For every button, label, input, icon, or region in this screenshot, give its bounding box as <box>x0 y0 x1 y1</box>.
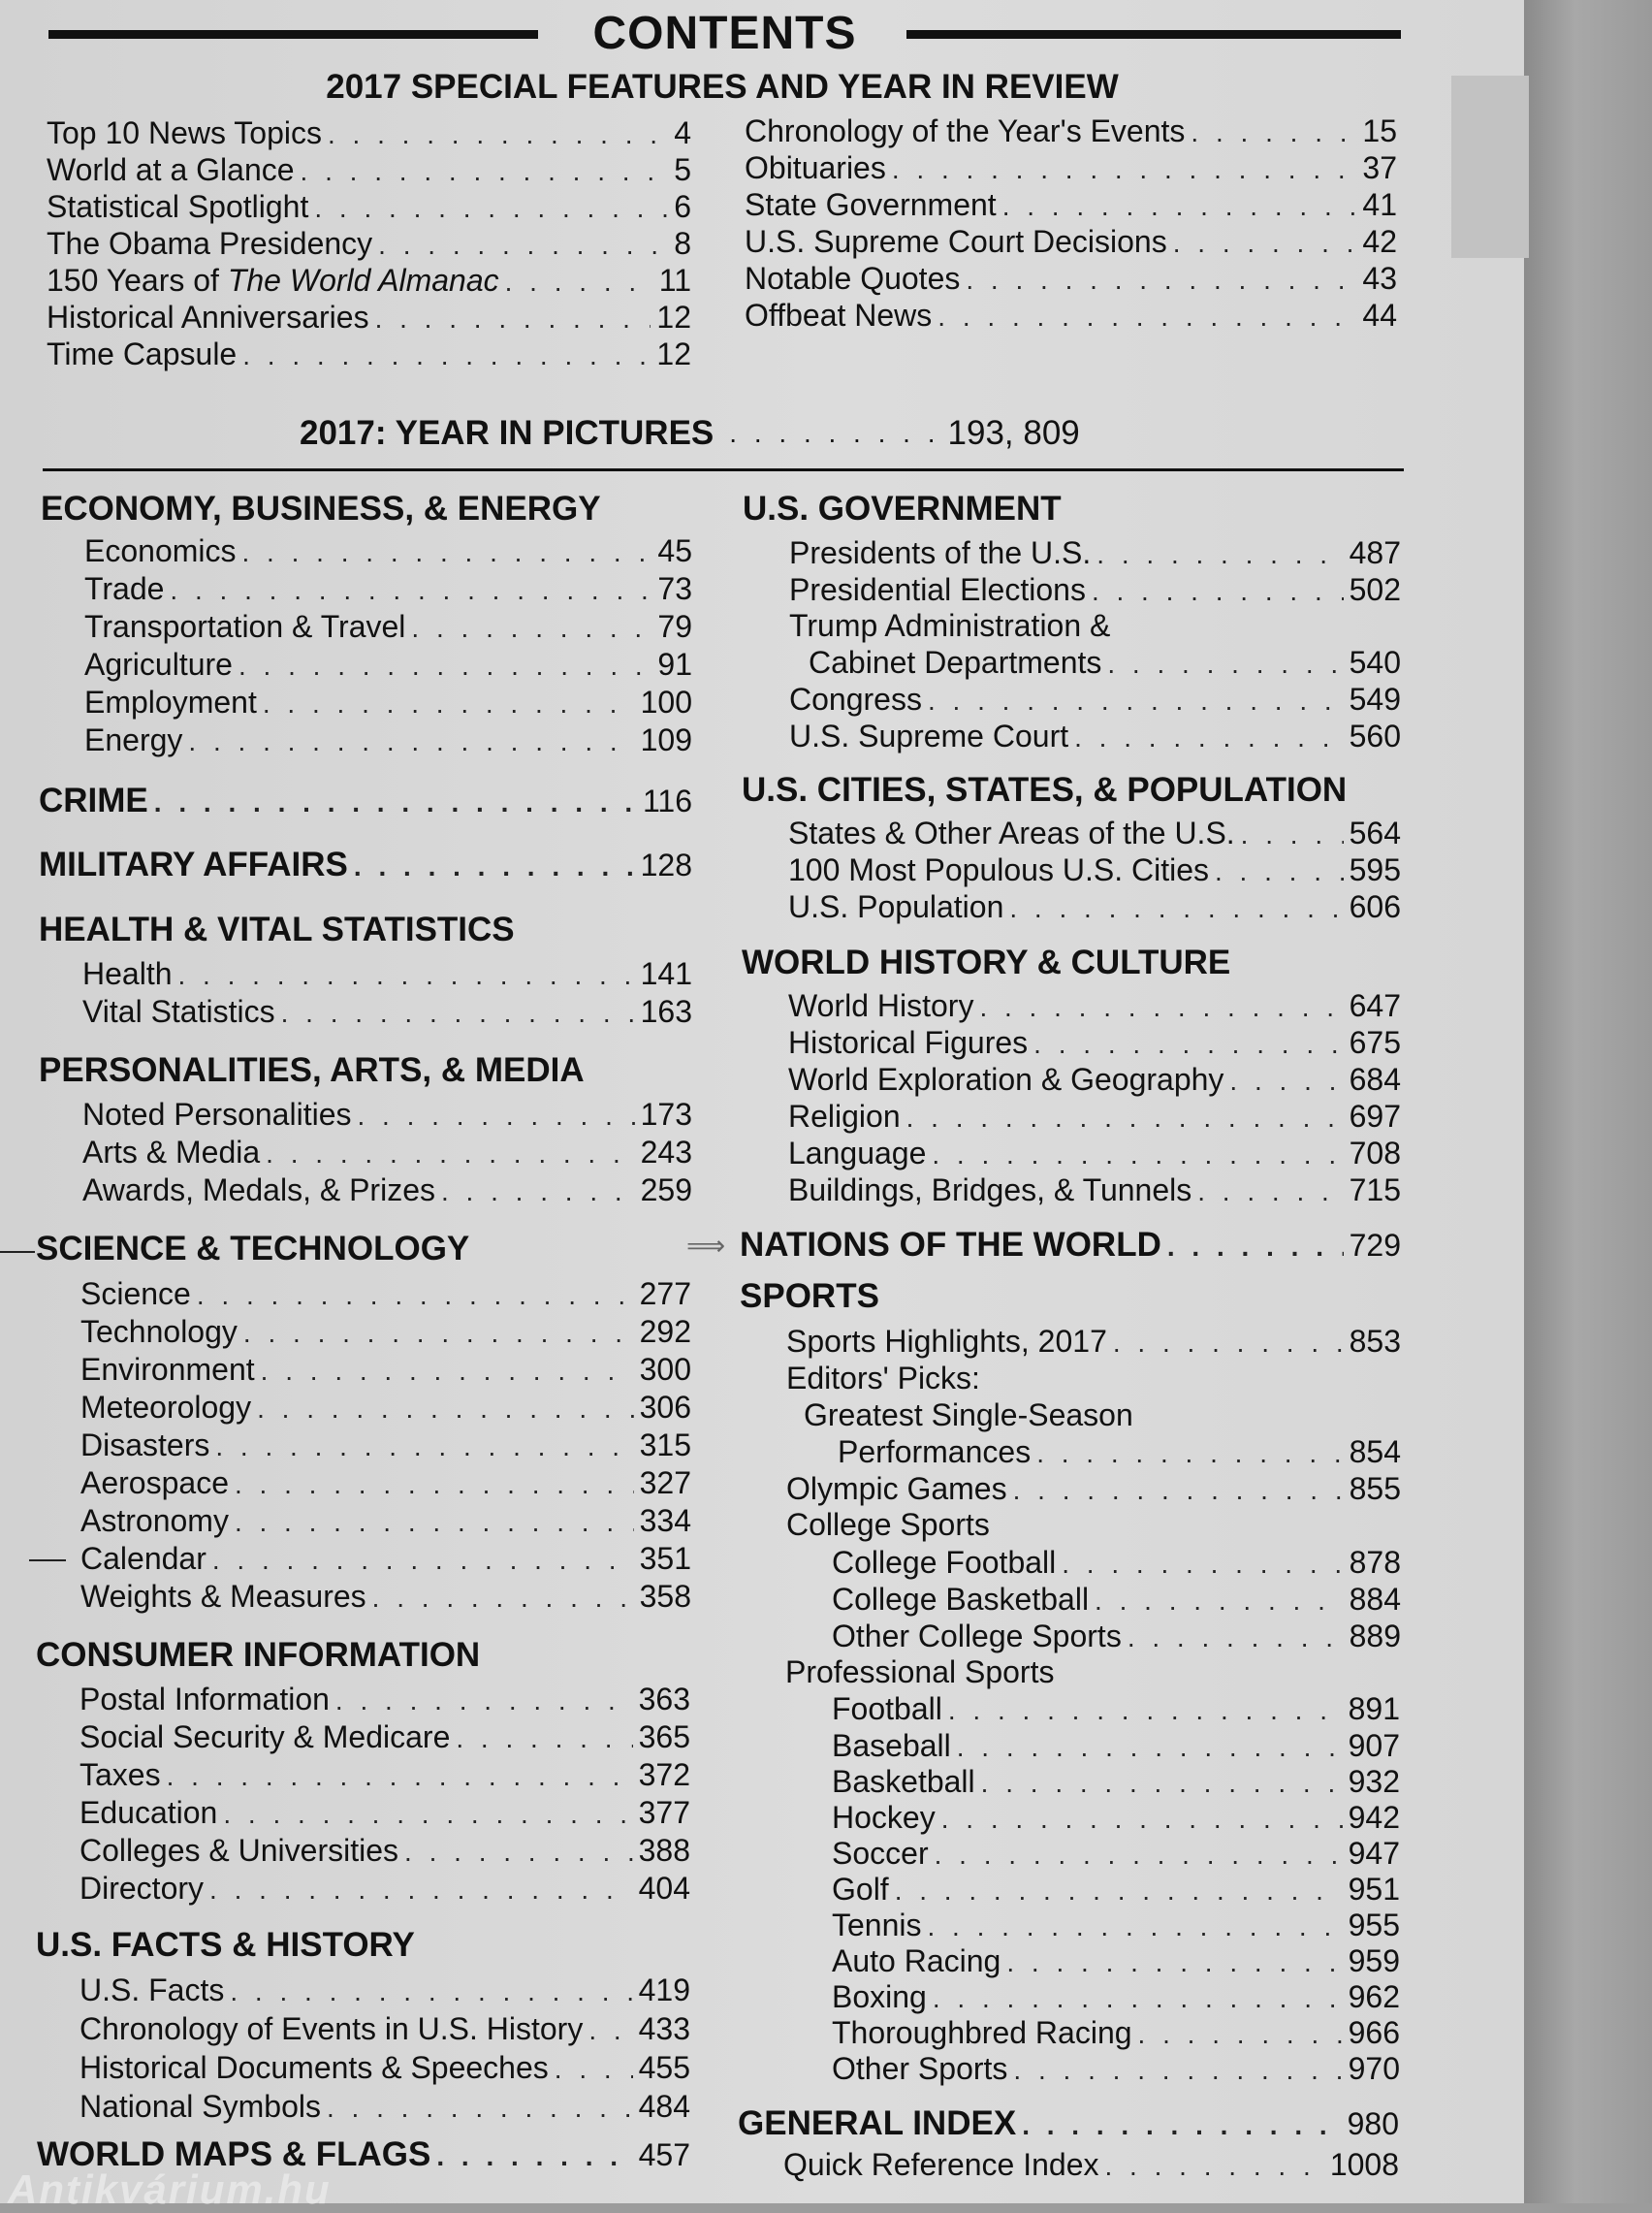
toc-entry[interactable]: Historical Documents & Speeches . . . 455 <box>79 2049 690 2086</box>
section-heading-sports[interactable]: SPORTS <box>740 1277 879 1315</box>
toc-entry[interactable]: Football . . . 891 <box>832 1690 1400 1727</box>
toc-entry[interactable]: Science . . . 277 <box>80 1275 691 1312</box>
section-heading-economy[interactable]: ECONOMY, BUSINESS, & ENERGY <box>41 490 601 528</box>
toc-entry[interactable]: Vital Statistics . . . 163 <box>82 993 692 1030</box>
toc-entry[interactable]: Employment . . . 100 <box>84 684 692 721</box>
toc-entry[interactable]: Social Security & Medicare . . . 365 <box>79 1718 690 1755</box>
toc-subheading[interactable]: Editors' Picks: <box>786 1361 980 1395</box>
toc-entry[interactable]: U.S. Facts . . . 419 <box>79 1972 690 2008</box>
toc-entry[interactable]: Statistical Spotlight . . . 6 <box>47 188 691 225</box>
toc-subheading[interactable]: Professional Sports <box>785 1654 1055 1689</box>
pencil-mark <box>0 1251 35 1253</box>
section-heading-science[interactable]: SCIENCE & TECHNOLOGY <box>36 1230 470 1267</box>
page-edge-shadow <box>1451 76 1529 258</box>
toc-entry[interactable]: Sports Highlights, 2017 . . . 853 <box>786 1323 1401 1360</box>
toc-entry[interactable]: Top 10 News Topics . . . 4 <box>47 114 691 151</box>
section-heading-world-maps[interactable]: WORLD MAPS & FLAGS . . . 457 <box>37 2136 690 2173</box>
toc-entry[interactable]: Energy . . . 109 <box>84 722 692 758</box>
toc-entry[interactable]: Boxing . . . 962 <box>832 1978 1400 2015</box>
toc-entry[interactable]: Directory . . . 404 <box>79 1870 690 1907</box>
toc-entry[interactable]: Cabinet Departments . . . 540 <box>809 644 1401 681</box>
toc-entry[interactable]: World Exploration & Geography . . . 684 <box>788 1061 1401 1098</box>
toc-entry[interactable]: Obituaries . . . 37 <box>745 149 1397 186</box>
toc-entry[interactable]: Notable Quotes . . . 43 <box>745 260 1397 297</box>
section-heading-health[interactable]: HEALTH & VITAL STATISTICS <box>39 911 515 948</box>
pencil-mark <box>29 1559 66 1561</box>
section-heading-general-index[interactable]: GENERAL INDEX . . . 980 <box>738 2105 1399 2142</box>
toc-entry[interactable]: Other College Sports . . . 889 <box>832 1618 1401 1654</box>
toc-entry[interactable]: College Basketball . . . 884 <box>832 1581 1401 1618</box>
contents-title-row <box>48 10 1401 58</box>
toc-entry[interactable]: Taxes . . . 372 <box>79 1756 690 1793</box>
toc-subheading[interactable]: Trump Administration & <box>789 608 1111 643</box>
toc-subheading[interactable]: Greatest Single-Season <box>804 1397 1133 1432</box>
toc-entry[interactable]: College Football . . . 878 <box>832 1544 1401 1581</box>
watermark: Antikvárium.hu <box>8 2166 332 2212</box>
toc-entry[interactable]: Transportation & Travel . . . 79 <box>84 608 692 645</box>
toc-entry[interactable]: Language . . . 708 <box>788 1135 1401 1171</box>
toc-entry[interactable]: Auto Racing . . . 959 <box>832 1942 1400 1979</box>
toc-entry[interactable]: Weights & Measures . . . 358 <box>80 1578 691 1615</box>
toc-entry[interactable]: Chronology of the Year's Events . . . 15 <box>745 112 1397 149</box>
toc-entry[interactable]: Offbeat News . . . 44 <box>745 297 1397 334</box>
section-heading-us-government[interactable]: U.S. GOVERNMENT <box>743 490 1062 528</box>
toc-entry[interactable]: Postal Information . . . 363 <box>79 1681 690 1717</box>
toc-entry[interactable]: Basketball . . . 932 <box>832 1763 1400 1800</box>
toc-entry[interactable]: Colleges & Universities . . . 388 <box>79 1832 690 1869</box>
toc-entry[interactable]: Environment . . . 300 <box>80 1351 691 1388</box>
toc-entry[interactable]: Tennis . . . 955 <box>832 1907 1400 1943</box>
toc-entry[interactable]: Trade . . . 73 <box>84 570 692 607</box>
toc-entry[interactable]: Arts & Media . . . 243 <box>82 1134 692 1171</box>
toc-entry[interactable]: Baseball . . . 907 <box>832 1727 1400 1764</box>
toc-entry[interactable]: Thoroughbred Racing . . . 966 <box>832 2014 1400 2051</box>
toc-entry[interactable]: U.S. Supreme Court . . . 560 <box>789 718 1401 754</box>
toc-entry[interactable]: Noted Personalities . . . 173 <box>82 1096 692 1133</box>
toc-entry[interactable]: Religion . . . 697 <box>788 1098 1401 1135</box>
page-edge <box>1524 0 1652 2203</box>
toc-entry[interactable]: States & Other Areas of the U.S. . . . 564 <box>788 815 1401 851</box>
toc-entry[interactable]: National Symbols . . . 484 <box>79 2088 690 2125</box>
toc-entry[interactable]: Aerospace . . . 327 <box>80 1464 691 1501</box>
toc-entry[interactable]: Quick Reference Index . . . 1008 <box>783 2146 1399 2183</box>
toc-entry[interactable]: Chronology of Events in U.S. History . . . 433 <box>79 2010 690 2047</box>
toc-entry[interactable]: Hockey . . . 942 <box>832 1799 1400 1836</box>
toc-entry[interactable]: Buildings, Bridges, & Tunnels . . . 715 <box>788 1171 1401 1208</box>
section-heading-us-cities[interactable]: U.S. CITIES, STATES, & POPULATION <box>742 771 1348 809</box>
toc-entry[interactable]: 100 Most Populous U.S. Cities . . . 595 <box>788 851 1401 888</box>
toc-subheading[interactable]: College Sports <box>786 1507 990 1542</box>
section-divider <box>43 468 1404 471</box>
toc-entry[interactable]: World History . . . 647 <box>788 987 1401 1024</box>
toc-entry[interactable]: Technology . . . 292 <box>80 1313 691 1350</box>
toc-entry[interactable]: Olympic Games . . . 855 <box>786 1470 1401 1507</box>
toc-entry[interactable]: Golf . . . 951 <box>832 1871 1400 1908</box>
section-heading-us-facts[interactable]: U.S. FACTS & HISTORY <box>36 1926 415 1964</box>
toc-entry[interactable]: Time Capsule . . . 12 <box>47 336 691 372</box>
toc-entry[interactable]: Congress . . . 549 <box>789 681 1401 718</box>
toc-entry[interactable]: Presidential Elections . . . 502 <box>789 571 1401 608</box>
toc-entry[interactable]: Economics . . . 45 <box>84 532 692 569</box>
toc-entry[interactable]: Other Sports . . . 970 <box>832 2050 1400 2087</box>
toc-entry[interactable]: World at a Glance . . . 5 <box>47 151 691 188</box>
toc-entry[interactable]: Disasters . . . 315 <box>80 1427 691 1463</box>
page-title: CONTENTS <box>592 8 857 59</box>
toc-entry[interactable]: Astronomy . . . 334 <box>80 1502 691 1539</box>
section-heading-military[interactable]: MILITARY AFFAIRS . . . 128 <box>39 847 692 883</box>
toc-entry[interactable]: 150 Years of The World Almanac . . . 11 <box>47 262 691 299</box>
toc-entry[interactable]: Presidents of the U.S. . . . 487 <box>789 534 1401 571</box>
toc-entry[interactable]: Agriculture . . . 91 <box>84 646 692 683</box>
toc-entry[interactable]: Performances . . . 854 <box>838 1433 1401 1470</box>
section-heading-crime[interactable]: CRIME . . . 116 <box>39 783 692 819</box>
arrow-mark-icon: ⟹ <box>686 1231 726 1261</box>
special-features-heading: 2017 SPECIAL FEATURES AND YEAR IN REVIEW <box>326 68 1119 106</box>
toc-entry[interactable]: State Government . . . 41 <box>745 186 1397 223</box>
toc-entry[interactable]: Meteorology . . . 306 <box>80 1389 691 1426</box>
section-heading-nations[interactable]: NATIONS OF THE WORLD . . . 729 <box>740 1227 1401 1264</box>
year-in-pictures-entry[interactable]: 2017: YEAR IN PICTURES . . . . . . . . . 193, 809 <box>300 414 1080 452</box>
toc-entry[interactable]: The Obama Presidency . . . 8 <box>47 225 691 262</box>
toc-entry[interactable]: Awards, Medals, & Prizes . . . 259 <box>82 1171 692 1208</box>
section-heading-personalities[interactable]: PERSONALITIES, ARTS, & MEDIA <box>39 1051 585 1089</box>
toc-entry[interactable]: Historical Anniversaries . . . 12 <box>47 299 691 336</box>
toc-entry[interactable]: Education . . . 377 <box>79 1794 690 1831</box>
section-heading-world-history[interactable]: WORLD HISTORY & CULTURE <box>742 944 1231 981</box>
toc-entry[interactable]: U.S. Population . . . 606 <box>788 888 1401 925</box>
toc-entry[interactable]: Soccer . . . 947 <box>832 1835 1400 1872</box>
toc-entry[interactable]: Calendar . . . 351 <box>80 1540 691 1577</box>
section-heading-consumer[interactable]: CONSUMER INFORMATION <box>36 1636 481 1674</box>
toc-entry[interactable]: Health . . . 141 <box>82 955 692 992</box>
toc-entry[interactable]: Historical Figures . . . 675 <box>788 1024 1401 1061</box>
toc-entry[interactable]: U.S. Supreme Court Decisions . . . 42 <box>745 223 1397 260</box>
